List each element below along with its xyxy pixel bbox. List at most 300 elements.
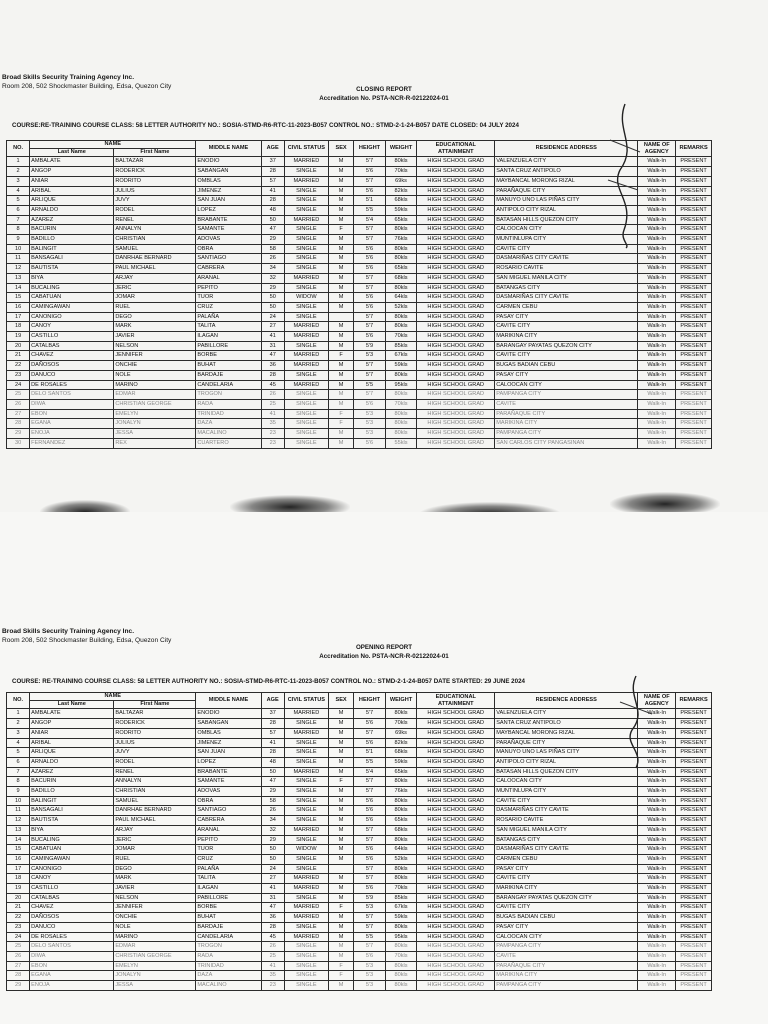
- table-row: [7, 757, 712, 767]
- cell-educational-attainment: HIGH SCHOOL GRAD: [417, 971, 495, 981]
- cell-sex: M: [328, 835, 353, 845]
- cell-weight: 80kls: [385, 777, 417, 787]
- cell-educational-attainment: HIGH SCHOOL GRAD: [417, 787, 495, 797]
- cell-weight: 59kls: [385, 361, 417, 371]
- cell-weight: 80kls: [385, 157, 417, 167]
- cell-civil-status: MARRIED: [284, 913, 328, 923]
- cell-last-name: BALINGIT: [30, 244, 114, 254]
- report-title: OPENING REPORT: [355, 644, 413, 651]
- cell-height: 5'7: [354, 361, 386, 371]
- cell-last-name: AMBALATE: [30, 157, 114, 167]
- cell-agency: Walk-In: [638, 399, 676, 409]
- cell-middle-name: CANDELARIA: [196, 932, 261, 942]
- cell-first-name: JERIC: [114, 835, 196, 845]
- cell-agency: Walk-In: [638, 981, 676, 991]
- cell-age: 27: [261, 322, 284, 332]
- cell-remarks: PRESENT: [676, 273, 712, 283]
- cell-civil-status: SINGLE: [284, 399, 328, 409]
- cell-civil-status: SINGLE: [284, 283, 328, 293]
- cell-middle-name: CABRERA: [196, 264, 261, 274]
- cell-last-name: ANIAR: [30, 728, 114, 738]
- cell-sex: M: [328, 913, 353, 923]
- cell-height: 5'7: [354, 835, 386, 845]
- cell-height: 5'3: [354, 971, 386, 981]
- cell-educational-attainment: HIGH SCHOOL GRAD: [417, 806, 495, 816]
- header-civil-status: CIVIL STATUS: [284, 693, 328, 709]
- cell-civil-status: MARRIED: [284, 361, 328, 371]
- table-row: [7, 361, 712, 371]
- cell-age: 27: [261, 874, 284, 884]
- cell-residence-address: PAMPANGA CITY: [495, 942, 638, 952]
- cell-age: 32: [261, 825, 284, 835]
- cell-middle-name: MACALINO: [196, 429, 261, 439]
- cell-weight: 80kls: [385, 796, 417, 806]
- cell-last-name: BIYA: [30, 273, 114, 283]
- cell-remarks: PRESENT: [676, 796, 712, 806]
- cell-height: 5'6: [354, 884, 386, 894]
- table-row: [7, 922, 712, 932]
- cell-remarks: PRESENT: [676, 322, 712, 332]
- cell-age: 28: [261, 370, 284, 380]
- cell-weight: 76kls: [385, 787, 417, 797]
- cell-no: 20: [7, 893, 30, 903]
- cell-middle-name: TROGON: [196, 390, 261, 400]
- cell-no: 2: [7, 167, 30, 177]
- cell-sex: [328, 864, 353, 874]
- cell-agency: Walk-In: [638, 864, 676, 874]
- cell-residence-address: MAYBANCAL MORONG RIZAL: [495, 728, 638, 738]
- cell-remarks: PRESENT: [676, 719, 712, 729]
- cell-educational-attainment: HIGH SCHOOL GRAD: [417, 332, 495, 342]
- cell-residence-address: SANTA CRUZ ANTIPOLO: [495, 167, 638, 177]
- cell-agency: Walk-In: [638, 341, 676, 351]
- cell-weight: 95kls: [385, 932, 417, 942]
- cell-last-name: CANOY: [30, 874, 114, 884]
- cell-first-name: MARK: [114, 322, 196, 332]
- cell-middle-name: CRUZ: [196, 854, 261, 864]
- table-row: [7, 845, 712, 855]
- cell-middle-name: TUOR: [196, 293, 261, 303]
- cell-middle-name: ADOVAS: [196, 235, 261, 245]
- table-row: [7, 796, 712, 806]
- cell-residence-address: ROSARIO CAVITE: [495, 816, 638, 826]
- cell-remarks: PRESENT: [676, 913, 712, 923]
- table-row: [7, 942, 712, 952]
- cell-middle-name: LOPEZ: [196, 205, 261, 215]
- cell-age: 23: [261, 429, 284, 439]
- cell-middle-name: SAN JUAN: [196, 196, 261, 206]
- cell-sex: M: [328, 757, 353, 767]
- cell-age: 29: [261, 283, 284, 293]
- cell-educational-attainment: HIGH SCHOOL GRAD: [417, 176, 495, 186]
- cell-first-name: SAMUEL: [114, 796, 196, 806]
- cell-residence-address: VALENZUELA CITY: [495, 709, 638, 719]
- cell-first-name: ARJAY: [114, 273, 196, 283]
- cell-last-name: EGANA: [30, 971, 114, 981]
- cell-remarks: PRESENT: [676, 264, 712, 274]
- cell-first-name: MARINO: [114, 932, 196, 942]
- cell-civil-status: MARRIED: [284, 874, 328, 884]
- cell-height: 5'7: [354, 777, 386, 787]
- cell-residence-address: PAMPANGA CITY: [495, 429, 638, 439]
- cell-remarks: PRESENT: [676, 176, 712, 186]
- cell-height: 5'9: [354, 341, 386, 351]
- cell-no: 23: [7, 922, 30, 932]
- cell-educational-attainment: HIGH SCHOOL GRAD: [417, 709, 495, 719]
- cell-sex: F: [328, 903, 353, 913]
- cell-sex: M: [328, 748, 353, 758]
- cell-first-name: CHRISTIAN: [114, 787, 196, 797]
- cell-middle-name: ENODIO: [196, 157, 261, 167]
- header-residence-address: RESIDENCE ADDRESS: [495, 141, 638, 157]
- table-row: [7, 777, 712, 787]
- cell-middle-name: DAZA: [196, 419, 261, 429]
- cell-civil-status: MARRIED: [284, 351, 328, 361]
- cell-height: 5'3: [354, 961, 386, 971]
- cell-first-name: CHRISTIAN GEORGE: [114, 399, 196, 409]
- table-row: [7, 738, 712, 748]
- cell-educational-attainment: HIGH SCHOOL GRAD: [417, 825, 495, 835]
- cell-sex: M: [328, 235, 353, 245]
- cell-height: 5'7: [354, 157, 386, 167]
- scan-smudge: [610, 492, 720, 512]
- cell-agency: Walk-In: [638, 215, 676, 225]
- cell-middle-name: JIMENEZ: [196, 186, 261, 196]
- cell-last-name: BUCALING: [30, 283, 114, 293]
- cell-residence-address: CAVITE CITY: [495, 351, 638, 361]
- cell-weight: 80kls: [385, 312, 417, 322]
- cell-first-name: RODERICK: [114, 167, 196, 177]
- cell-civil-status: SINGLE: [284, 186, 328, 196]
- cell-sex: M: [328, 215, 353, 225]
- cell-civil-status: MARRIED: [284, 215, 328, 225]
- cell-height: 5'6: [354, 302, 386, 312]
- cell-agency: Walk-In: [638, 409, 676, 419]
- cell-remarks: PRESENT: [676, 380, 712, 390]
- cell-height: 5'5: [354, 380, 386, 390]
- cell-civil-status: SINGLE: [284, 748, 328, 758]
- cell-sex: M: [328, 370, 353, 380]
- cell-remarks: PRESENT: [676, 370, 712, 380]
- cell-remarks: PRESENT: [676, 312, 712, 322]
- cell-no: 12: [7, 816, 30, 826]
- cell-age: 25: [261, 951, 284, 961]
- cell-height: 5'5: [354, 205, 386, 215]
- cell-civil-status: SINGLE: [284, 429, 328, 439]
- header-name: NAME: [30, 141, 196, 149]
- cell-sex: M: [328, 264, 353, 274]
- cell-civil-status: SINGLE: [284, 196, 328, 206]
- cell-age: 47: [261, 777, 284, 787]
- cell-middle-name: CUARTERO: [196, 438, 261, 448]
- cell-middle-name: SANTIAGO: [196, 254, 261, 264]
- cell-middle-name: SAMANTE: [196, 225, 261, 235]
- cell-middle-name: SAMANTE: [196, 777, 261, 787]
- cell-no: 24: [7, 932, 30, 942]
- cell-sex: M: [328, 380, 353, 390]
- cell-no: 26: [7, 399, 30, 409]
- table-row: [7, 981, 712, 991]
- cell-no: 22: [7, 913, 30, 923]
- cell-residence-address: CAVITE: [495, 399, 638, 409]
- cell-weight: 64kls: [385, 845, 417, 855]
- cell-height: 5'3: [354, 903, 386, 913]
- cell-agency: Walk-In: [638, 273, 676, 283]
- cell-last-name: BAUTISTA: [30, 264, 114, 274]
- course-line: COURSE: RE-TRAINING COURSE CLASS: 58 LETTER AUTHORITY NO.: SOSIA-STMD-R6-RTC-11-2023-B057 CONTROL NO.: STMD-2-1-24-B057 DATE STARTED: 29 JUNE 2024: [12, 678, 525, 685]
- cell-first-name: SAMUEL: [114, 244, 196, 254]
- cell-height: 5'6: [354, 244, 386, 254]
- cell-agency: Walk-In: [638, 825, 676, 835]
- cell-age: 24: [261, 312, 284, 322]
- cell-residence-address: BATANGAS CITY: [495, 283, 638, 293]
- header-agency: NAME OF AGENCY: [638, 693, 676, 709]
- cell-first-name: RODRITO: [114, 176, 196, 186]
- cell-civil-status: MARRIED: [284, 903, 328, 913]
- cell-first-name: EMELYN: [114, 961, 196, 971]
- cell-sex: M: [328, 438, 353, 448]
- cell-age: 50: [261, 854, 284, 864]
- cell-educational-attainment: HIGH SCHOOL GRAD: [417, 312, 495, 322]
- cell-remarks: PRESENT: [676, 854, 712, 864]
- cell-residence-address: CAVITE CITY: [495, 874, 638, 884]
- cell-civil-status: SINGLE: [284, 942, 328, 952]
- cell-last-name: CAMINGAWAN: [30, 854, 114, 864]
- cell-height: 5'5: [354, 757, 386, 767]
- cell-last-name: CHAVEZ: [30, 903, 114, 913]
- cell-remarks: PRESENT: [676, 399, 712, 409]
- cell-agency: Walk-In: [638, 884, 676, 894]
- table-row: [7, 399, 712, 409]
- cell-residence-address: ROSARIO CAVITE: [495, 264, 638, 274]
- cell-height: 5'7: [354, 913, 386, 923]
- cell-sex: M: [328, 922, 353, 932]
- cell-first-name: EMELYN: [114, 409, 196, 419]
- cell-last-name: DELO SANTOS: [30, 390, 114, 400]
- cell-sex: M: [328, 719, 353, 729]
- cell-height: 5'7: [354, 322, 386, 332]
- cell-sex: M: [328, 283, 353, 293]
- cell-no: 19: [7, 332, 30, 342]
- cell-no: 27: [7, 409, 30, 419]
- cell-age: 47: [261, 903, 284, 913]
- cell-no: 17: [7, 864, 30, 874]
- cell-middle-name: PALAÑA: [196, 312, 261, 322]
- cell-last-name: BIYA: [30, 825, 114, 835]
- cell-sex: M: [328, 884, 353, 894]
- cell-sex: M: [328, 709, 353, 719]
- cell-weight: 70kls: [385, 332, 417, 342]
- table-row: [7, 932, 712, 942]
- cell-educational-attainment: HIGH SCHOOL GRAD: [417, 399, 495, 409]
- table-row: [7, 951, 712, 961]
- cell-civil-status: WIDOW: [284, 293, 328, 303]
- table-row: [7, 971, 712, 981]
- cell-weight: 55kls: [385, 438, 417, 448]
- cell-weight: 65kls: [385, 264, 417, 274]
- cell-remarks: PRESENT: [676, 961, 712, 971]
- cell-last-name: CANONIGO: [30, 312, 114, 322]
- cell-no: 6: [7, 205, 30, 215]
- cell-residence-address: CAVITE CITY: [495, 796, 638, 806]
- cell-weight: 52kls: [385, 302, 417, 312]
- cell-sex: M: [328, 302, 353, 312]
- cell-agency: Walk-In: [638, 205, 676, 215]
- cell-middle-name: TALITA: [196, 322, 261, 332]
- cell-weight: 80kls: [385, 874, 417, 884]
- cell-sex: M: [328, 361, 353, 371]
- cell-middle-name: CRUZ: [196, 302, 261, 312]
- cell-civil-status: SINGLE: [284, 757, 328, 767]
- cell-age: 26: [261, 942, 284, 952]
- cell-no: 28: [7, 971, 30, 981]
- cell-educational-attainment: HIGH SCHOOL GRAD: [417, 380, 495, 390]
- table-row: [7, 709, 712, 719]
- cell-weight: 68kls: [385, 273, 417, 283]
- cell-sex: M: [328, 176, 353, 186]
- cell-residence-address: MUNTINLUPA CITY: [495, 235, 638, 245]
- cell-height: 5'7: [354, 787, 386, 797]
- cell-remarks: PRESENT: [676, 186, 712, 196]
- cell-no: 25: [7, 942, 30, 952]
- cell-civil-status: SINGLE: [284, 244, 328, 254]
- cell-agency: Walk-In: [638, 709, 676, 719]
- header-last-name: Last Name: [30, 701, 114, 709]
- cell-last-name: EGANA: [30, 419, 114, 429]
- cell-height: 5'3: [354, 351, 386, 361]
- cell-civil-status: MARRIED: [284, 322, 328, 332]
- cell-remarks: PRESENT: [676, 825, 712, 835]
- cell-middle-name: PALAÑA: [196, 864, 261, 874]
- cell-civil-status: MARRIED: [284, 157, 328, 167]
- cell-educational-attainment: HIGH SCHOOL GRAD: [417, 419, 495, 429]
- cell-age: 29: [261, 235, 284, 245]
- cell-weight: 65kls: [385, 767, 417, 777]
- cell-last-name: ENOJA: [30, 981, 114, 991]
- cell-agency: Walk-In: [638, 932, 676, 942]
- table-row: [7, 390, 712, 400]
- cell-educational-attainment: HIGH SCHOOL GRAD: [417, 961, 495, 971]
- cell-height: 5'6: [354, 854, 386, 864]
- cell-civil-status: SINGLE: [284, 854, 328, 864]
- cell-first-name: REX: [114, 438, 196, 448]
- cell-weight: 67kls: [385, 903, 417, 913]
- cell-weight: 65kls: [385, 816, 417, 826]
- cell-sex: M: [328, 167, 353, 177]
- cell-first-name: RODERICK: [114, 719, 196, 729]
- cell-sex: M: [328, 273, 353, 283]
- cell-no: 8: [7, 225, 30, 235]
- cell-first-name: MARINO: [114, 380, 196, 390]
- cell-weight: 80kls: [385, 429, 417, 439]
- cell-agency: Walk-In: [638, 244, 676, 254]
- cell-age: 41: [261, 332, 284, 342]
- cell-last-name: CATALBAS: [30, 893, 114, 903]
- cell-civil-status: SINGLE: [284, 835, 328, 845]
- cell-height: 5'6: [354, 719, 386, 729]
- cell-agency: Walk-In: [638, 951, 676, 961]
- cell-last-name: ARIBAL: [30, 738, 114, 748]
- cell-sex: M: [328, 893, 353, 903]
- cell-residence-address: MARIKINA CITY: [495, 419, 638, 429]
- cell-civil-status: SINGLE: [284, 205, 328, 215]
- cell-sex: M: [328, 399, 353, 409]
- cell-educational-attainment: HIGH SCHOOL GRAD: [417, 351, 495, 361]
- cell-first-name: JULIUS: [114, 738, 196, 748]
- cell-civil-status: SINGLE: [284, 981, 328, 991]
- cell-middle-name: ILAGAN: [196, 332, 261, 342]
- table-row: [7, 767, 712, 777]
- cell-first-name: PAUL MICHAEL: [114, 816, 196, 826]
- cell-no: 12: [7, 264, 30, 274]
- cell-no: 2: [7, 719, 30, 729]
- cell-civil-status: SINGLE: [284, 312, 328, 322]
- cell-middle-name: PABILLORE: [196, 893, 261, 903]
- cell-agency: Walk-In: [638, 874, 676, 884]
- cell-civil-status: SINGLE: [284, 409, 328, 419]
- cell-remarks: PRESENT: [676, 167, 712, 177]
- cell-no: 3: [7, 176, 30, 186]
- cell-no: 16: [7, 302, 30, 312]
- cell-first-name: NOLE: [114, 922, 196, 932]
- cell-last-name: DIWA: [30, 399, 114, 409]
- cell-no: 19: [7, 884, 30, 894]
- cell-no: 15: [7, 845, 30, 855]
- cell-educational-attainment: HIGH SCHOOL GRAD: [417, 215, 495, 225]
- cell-weight: 64kls: [385, 293, 417, 303]
- cell-middle-name: TUOR: [196, 845, 261, 855]
- cell-height: 5'7: [354, 235, 386, 245]
- cell-first-name: DEGO: [114, 864, 196, 874]
- cell-educational-attainment: HIGH SCHOOL GRAD: [417, 748, 495, 758]
- cell-no: 17: [7, 312, 30, 322]
- cell-middle-name: TROGON: [196, 942, 261, 952]
- cell-remarks: PRESENT: [676, 283, 712, 293]
- table-row: [7, 370, 712, 380]
- cell-residence-address: PASAY CITY: [495, 312, 638, 322]
- cell-last-name: BALINGIT: [30, 796, 114, 806]
- table-row: [7, 816, 712, 826]
- cell-educational-attainment: HIGH SCHOOL GRAD: [417, 157, 495, 167]
- org-header: [2, 627, 171, 645]
- cell-weight: 80kls: [385, 981, 417, 991]
- cell-middle-name: TRINIDAD: [196, 961, 261, 971]
- cell-residence-address: MAYBANCAL MORONG RIZAL: [495, 176, 638, 186]
- cell-height: 5'7: [354, 709, 386, 719]
- cell-residence-address: ANTIPOLO CITY RIZAL: [495, 205, 638, 215]
- table-row: [7, 419, 712, 429]
- cell-residence-address: CAVITE CITY: [495, 244, 638, 254]
- cell-civil-status: SINGLE: [284, 390, 328, 400]
- cell-remarks: PRESENT: [676, 874, 712, 884]
- cell-residence-address: PAMPANGA CITY: [495, 390, 638, 400]
- cell-remarks: PRESENT: [676, 777, 712, 787]
- cell-last-name: EBON: [30, 409, 114, 419]
- cell-residence-address: CAVITE CITY: [495, 903, 638, 913]
- cell-age: 28: [261, 748, 284, 758]
- cell-civil-status: SINGLE: [284, 370, 328, 380]
- cell-sex: M: [328, 205, 353, 215]
- cell-educational-attainment: HIGH SCHOOL GRAD: [417, 796, 495, 806]
- cell-educational-attainment: HIGH SCHOOL GRAD: [417, 932, 495, 942]
- cell-civil-status: SINGLE: [284, 438, 328, 448]
- cell-last-name: AZAREZ: [30, 767, 114, 777]
- cell-height: 5'7: [354, 874, 386, 884]
- cell-middle-name: TALITA: [196, 874, 261, 884]
- cell-height: 5'6: [354, 399, 386, 409]
- cell-first-name: RENEL: [114, 215, 196, 225]
- cell-last-name: EBON: [30, 961, 114, 971]
